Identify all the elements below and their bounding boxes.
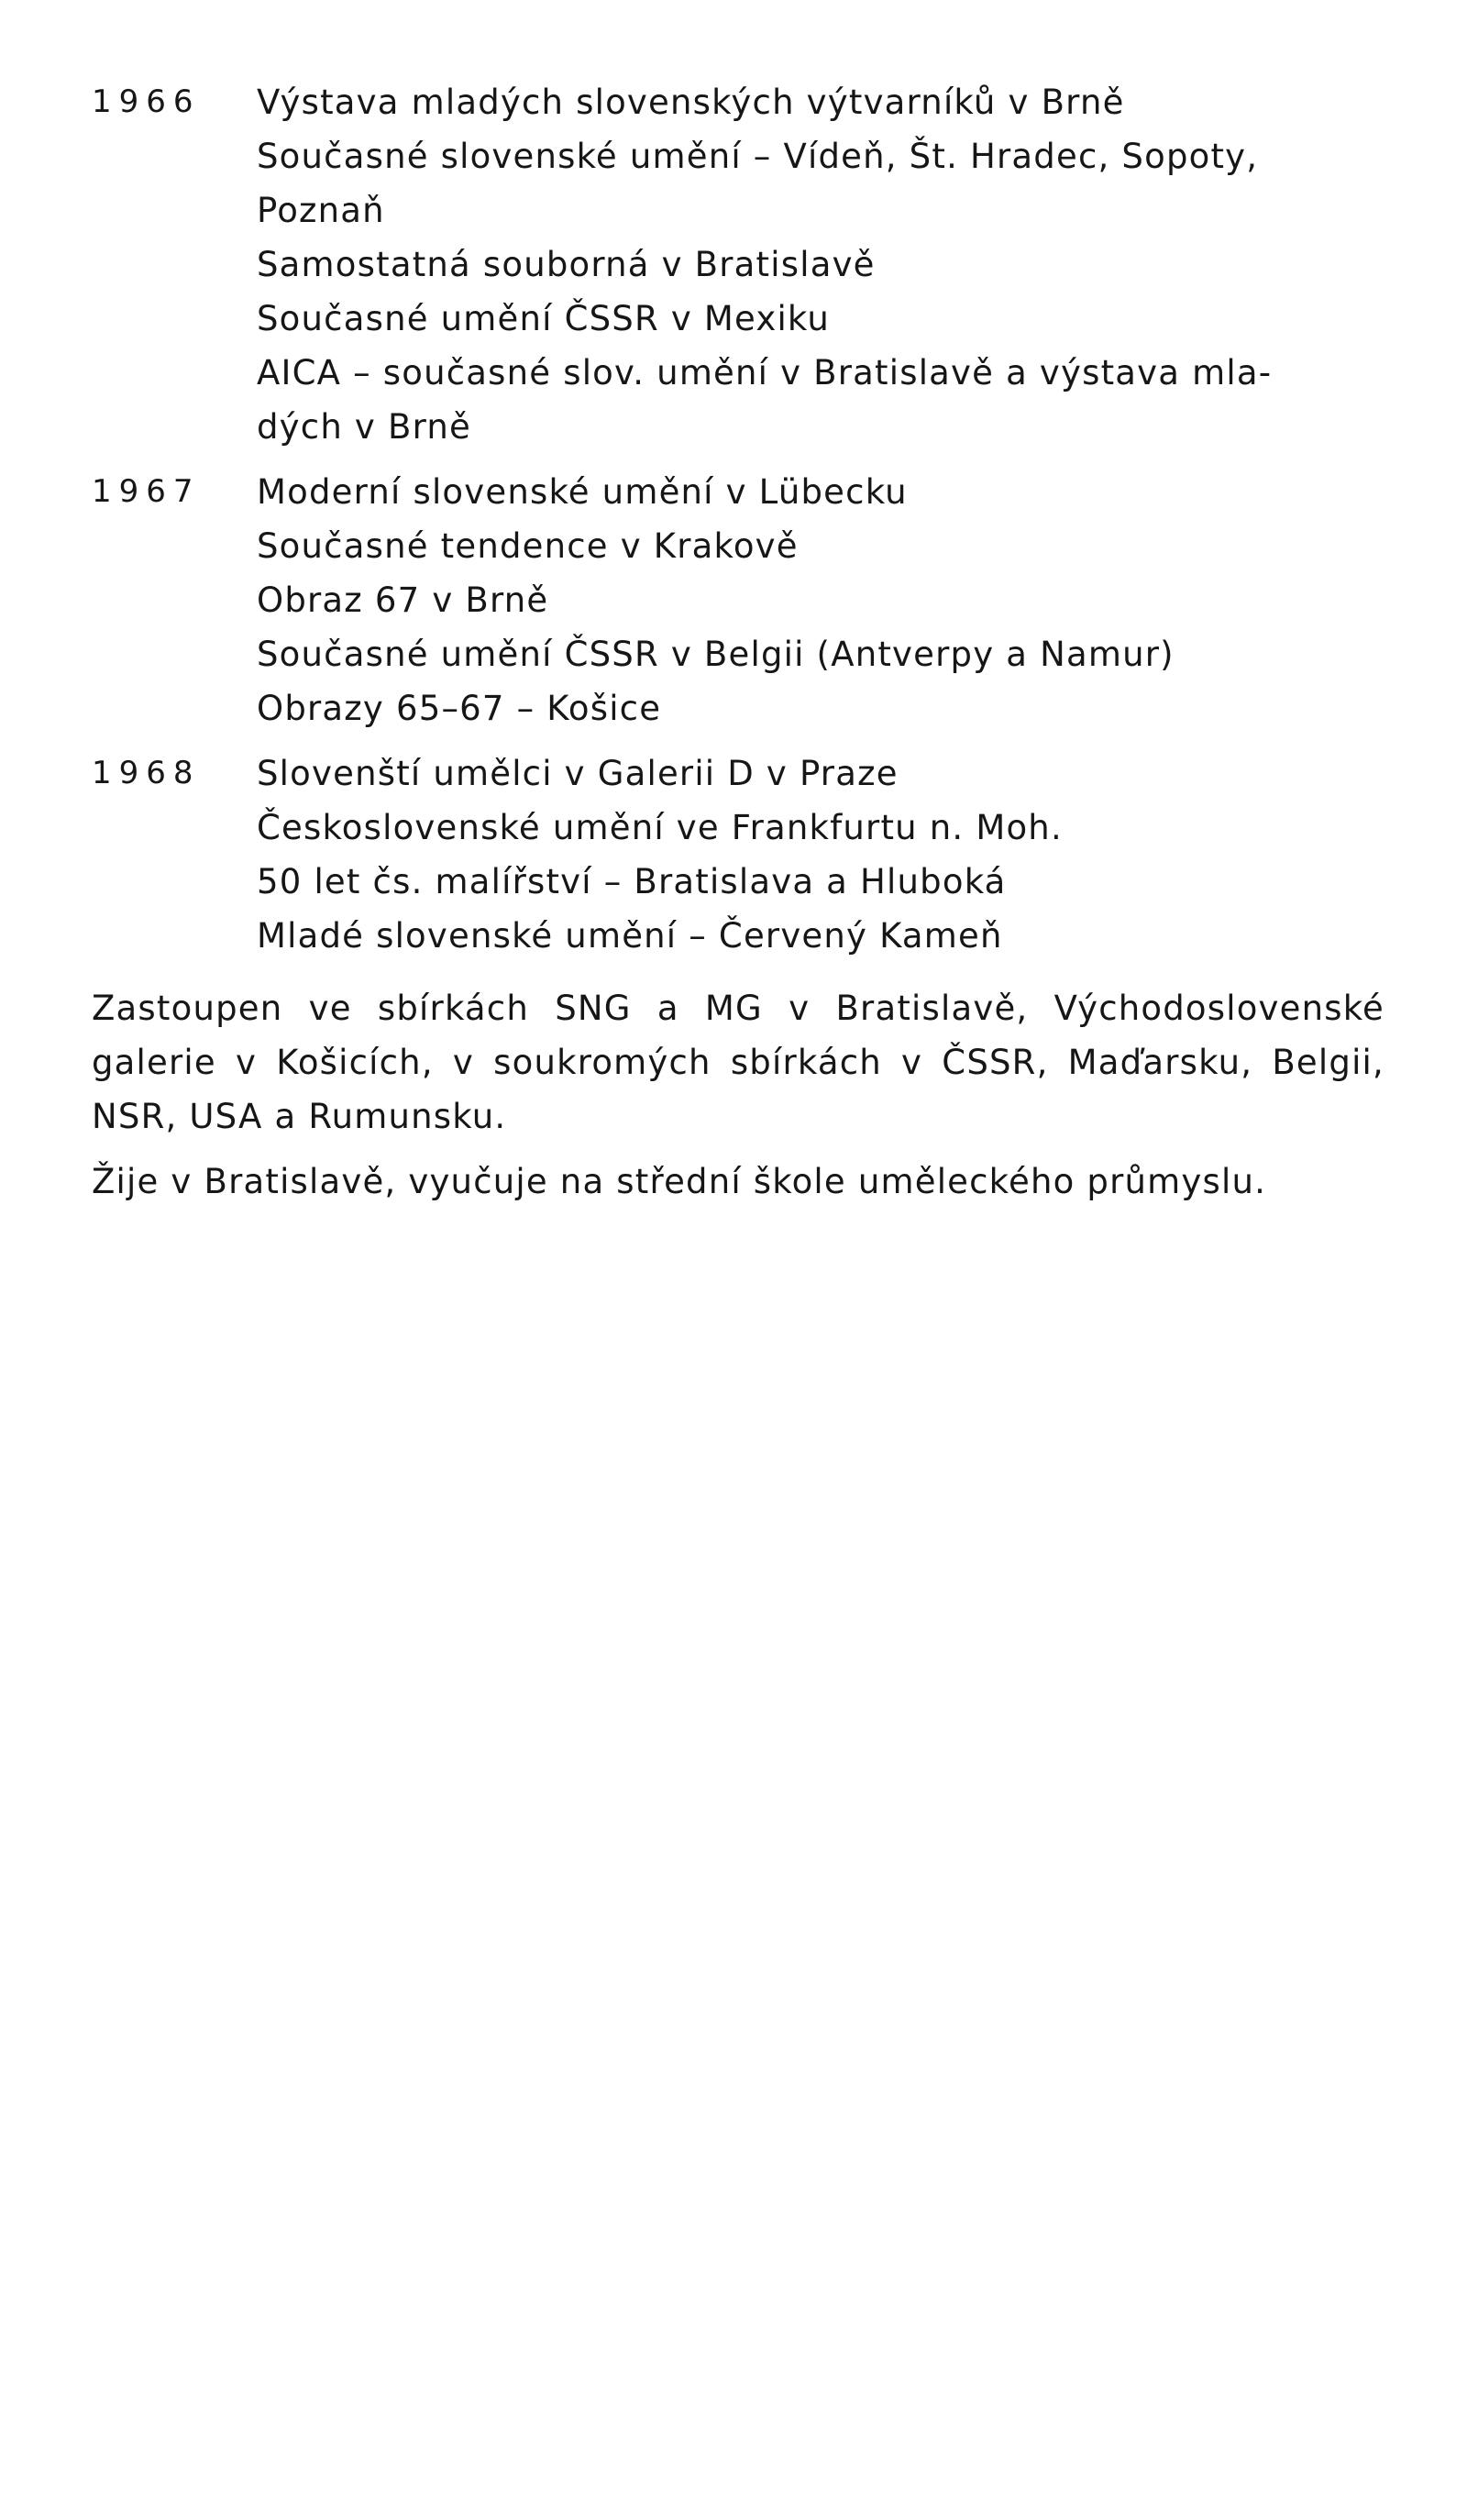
collections-paragraph: Zastoupen ve sbírkách SNG a MG v Bratislavě, Východoslovenské galerie v Košicích, v soukromých sbírkách v ČSSR, Maďarsku, Belgii, NSR, USA a Rumunsku. xyxy=(92,989,1384,1136)
biography-paragraphs xyxy=(92,981,1384,1220)
exhibition-list xyxy=(92,75,1394,974)
exhibition-entries xyxy=(257,746,1394,963)
exhibition-entry: Současné umění ČSSR v Belgii (Antverpy a Namur) xyxy=(257,635,1175,674)
year-label: 1966 xyxy=(92,83,201,120)
exhibition-entry: Současné tendence v Krakově xyxy=(257,526,799,566)
residence-paragraph: Žije v Bratislavě, vyučuje na střední škole uměleckého průmyslu. xyxy=(92,1162,1267,1201)
exhibition-entry: Obrazy 65–67 – Košice xyxy=(257,689,662,728)
exhibition-entry: Moderní slovenské umění v Lübecku xyxy=(257,472,908,512)
exhibition-entry: Samostatná souborná v Bratislavě xyxy=(257,245,876,284)
year-block-1968 xyxy=(92,746,1394,963)
exhibition-entry: AICA – současné slov. umění v Bratislavě a výstava mla- dých v Brně xyxy=(257,353,1273,447)
exhibition-entry: Obraz 67 v Brně xyxy=(257,580,549,620)
exhibition-entries xyxy=(257,75,1394,454)
exhibition-entries xyxy=(257,465,1394,735)
exhibition-entry: Československé umění ve Frankfurtu n. Moh. xyxy=(257,808,1063,847)
exhibition-entry: Současné umění ČSSR v Mexiku xyxy=(257,299,831,338)
exhibition-entry: Současné slovenské umění – Vídeň, Št. Hradec, Sopoty, Poznaň xyxy=(257,137,1259,230)
year-block-1967 xyxy=(92,465,1394,735)
exhibition-entry: Výstava mladých slovenských výtvarníků v Brně xyxy=(257,83,1125,122)
year-block-1966 xyxy=(92,75,1394,454)
year-label: 1968 xyxy=(92,755,201,791)
exhibition-entry: 50 let čs. malířství – Bratislava a Hluboká xyxy=(257,862,1007,901)
exhibition-entry: Slovenští umělci v Galerii D v Praze xyxy=(257,754,899,793)
year-label: 1967 xyxy=(92,473,201,510)
exhibition-entry: Mladé slovenské umění – Červený Kameň xyxy=(257,916,1003,956)
